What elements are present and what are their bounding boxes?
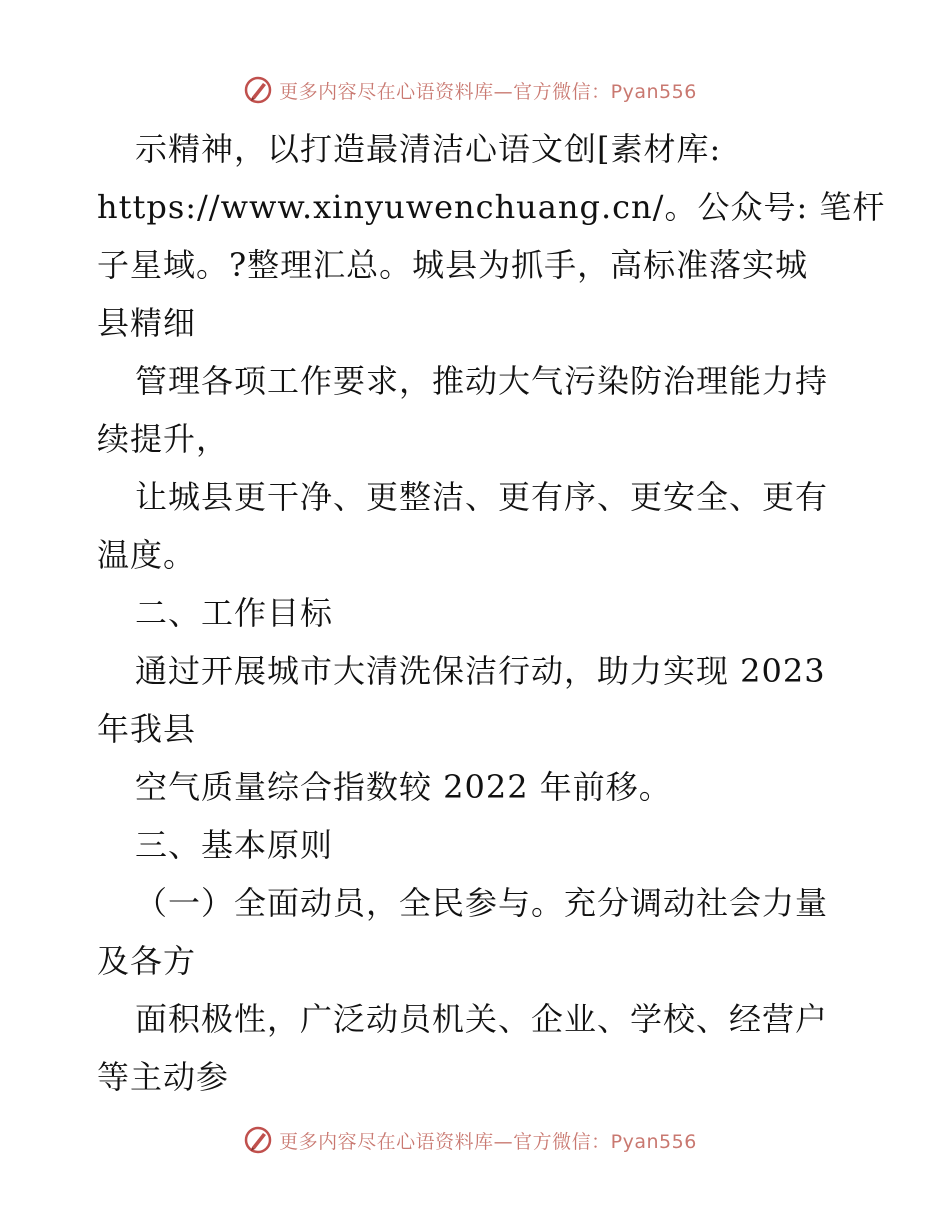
section-heading: 三、基本原则 <box>135 826 334 864</box>
body-line: 让城县更干净、更整洁、更有序、更安全、更有 <box>135 478 829 516</box>
body-line: 续提升， <box>97 420 230 458</box>
section-heading: 二、工作目标 <box>135 594 334 632</box>
header-banner-text: 更多内容尽在心语资料库—官方微信：Pyan556 <box>279 80 697 103</box>
body-line: （一）全面动员，全民参与。充分调动社会力量 <box>135 884 829 922</box>
body-line: 空气质量综合指数较 2022 年前移。 <box>135 768 672 806</box>
body-line: 县精细 <box>97 304 197 342</box>
body-line: 通过开展城市大清洗保洁行动，助力实现 2023 <box>135 652 826 690</box>
body-line: 年我县 <box>97 710 197 748</box>
footer-banner <box>0 1120 950 1160</box>
header-banner <box>0 70 950 110</box>
body-line: 子星域。?整理汇总。城县为抓手，高标准落实城 <box>97 246 809 284</box>
body-line: 温度。 <box>97 536 197 574</box>
body-line: 管理各项工作要求，推动大气污染防治理能力持 <box>135 362 829 400</box>
body-line: 面积极性，广泛动员机关、企业、学校、经营户 <box>135 1000 829 1038</box>
pen-circle-logo-icon <box>243 75 273 105</box>
body-line: 等主动参 <box>97 1058 230 1096</box>
footer-banner-text: 更多内容尽在心语资料库—官方微信：Pyan556 <box>279 1130 697 1153</box>
body-line: https://www.xinyuwenchuang.cn/。公众号: 笔杆 <box>97 188 886 226</box>
body-line: 及各方 <box>97 942 197 980</box>
pen-circle-logo-icon <box>243 1125 273 1155</box>
body-line: 示精神，以打造最清洁心语文创[素材库: <box>135 130 722 168</box>
